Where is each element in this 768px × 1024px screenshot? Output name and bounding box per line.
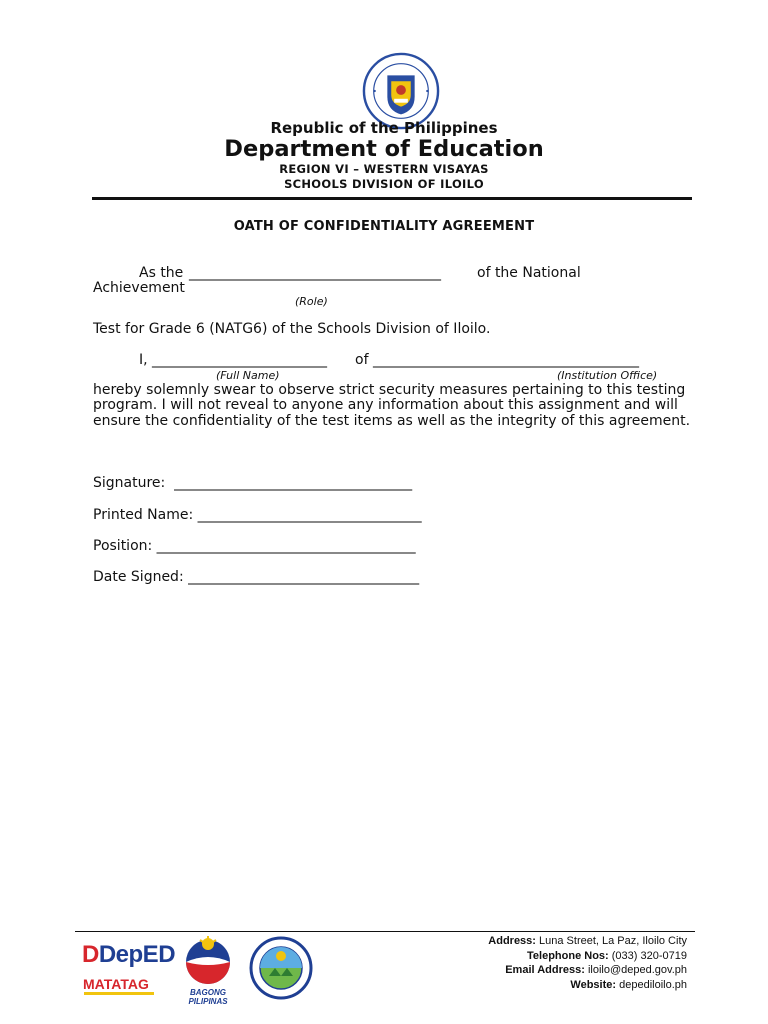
role-blank[interactable]: ____________________________________ [189, 265, 441, 281]
bagong-pilipinas-logo [172, 936, 244, 1006]
division-seal-icon [247, 936, 315, 1000]
oath-body: hereby solemnly swear to observe strict security measures pertaining to this testing program. I will not reveal to anyone any information about this assignment and will ensure the confidentiality of the test items as well as the integrity of this agreement. [93, 382, 691, 429]
document-title: OATH OF CONFIDENTIALITY AGREEMENT [233, 219, 535, 234]
footer-divider [75, 931, 695, 932]
line1-prefix: As the [139, 265, 184, 281]
institution-office-hint: (Institution Office) [557, 369, 658, 382]
full-name-hint: (Full Name) [216, 369, 280, 382]
date-signed-field[interactable]: Date Signed: _________________________________ [93, 569, 420, 585]
telephone-line: Telephone Nos: (033) 320-0719 [527, 949, 687, 962]
bagong-pilipinas-text: BAGONG PILIPINAS [188, 988, 228, 1006]
department-heading: Department of Education [224, 136, 544, 162]
matatag-underline [84, 992, 154, 995]
region-heading: REGION VI – WESTERN VISAYAS [279, 162, 489, 176]
line1-suffix: of the National [477, 265, 581, 281]
header-divider [92, 197, 692, 200]
institution-office-blank[interactable]: ______________________________________ [373, 352, 639, 368]
republic-heading: Republic of the Philippines [270, 119, 498, 137]
matatag-logo-text: MATATAG [83, 976, 149, 992]
line1-wrap: Achievement [93, 280, 185, 296]
printed-name-field[interactable]: Printed Name: ________________________________ [93, 507, 422, 523]
oath-prefix: I, [139, 352, 148, 368]
signature-field[interactable]: Signature: __________________________________ [93, 475, 413, 491]
website-line[interactable]: Website: depediloilo.ph [570, 978, 687, 991]
address-line: Address: Luna Street, La Paz, Iloilo City [488, 935, 687, 947]
deped-matatag-logo [80, 936, 176, 1000]
role-hint: (Role) [295, 295, 328, 308]
division-heading: SCHOOLS DIVISION OF ILOILO [284, 177, 484, 191]
deped-logo-text: DDepED [82, 941, 176, 968]
position-field[interactable]: Position: _____________________________________ [93, 538, 416, 554]
bagong-pilipinas-emblem-icon [172, 936, 244, 988]
email-line[interactable]: Email Address: iloilo@deped.gov.ph [505, 964, 687, 976]
footer-contact [488, 934, 687, 992]
full-name-blank[interactable]: _________________________ [152, 352, 327, 368]
oath-of: of [355, 352, 369, 368]
line2: Test for Grade 6 (NATG6) of the Schools Division of Iloilo. [93, 321, 491, 337]
